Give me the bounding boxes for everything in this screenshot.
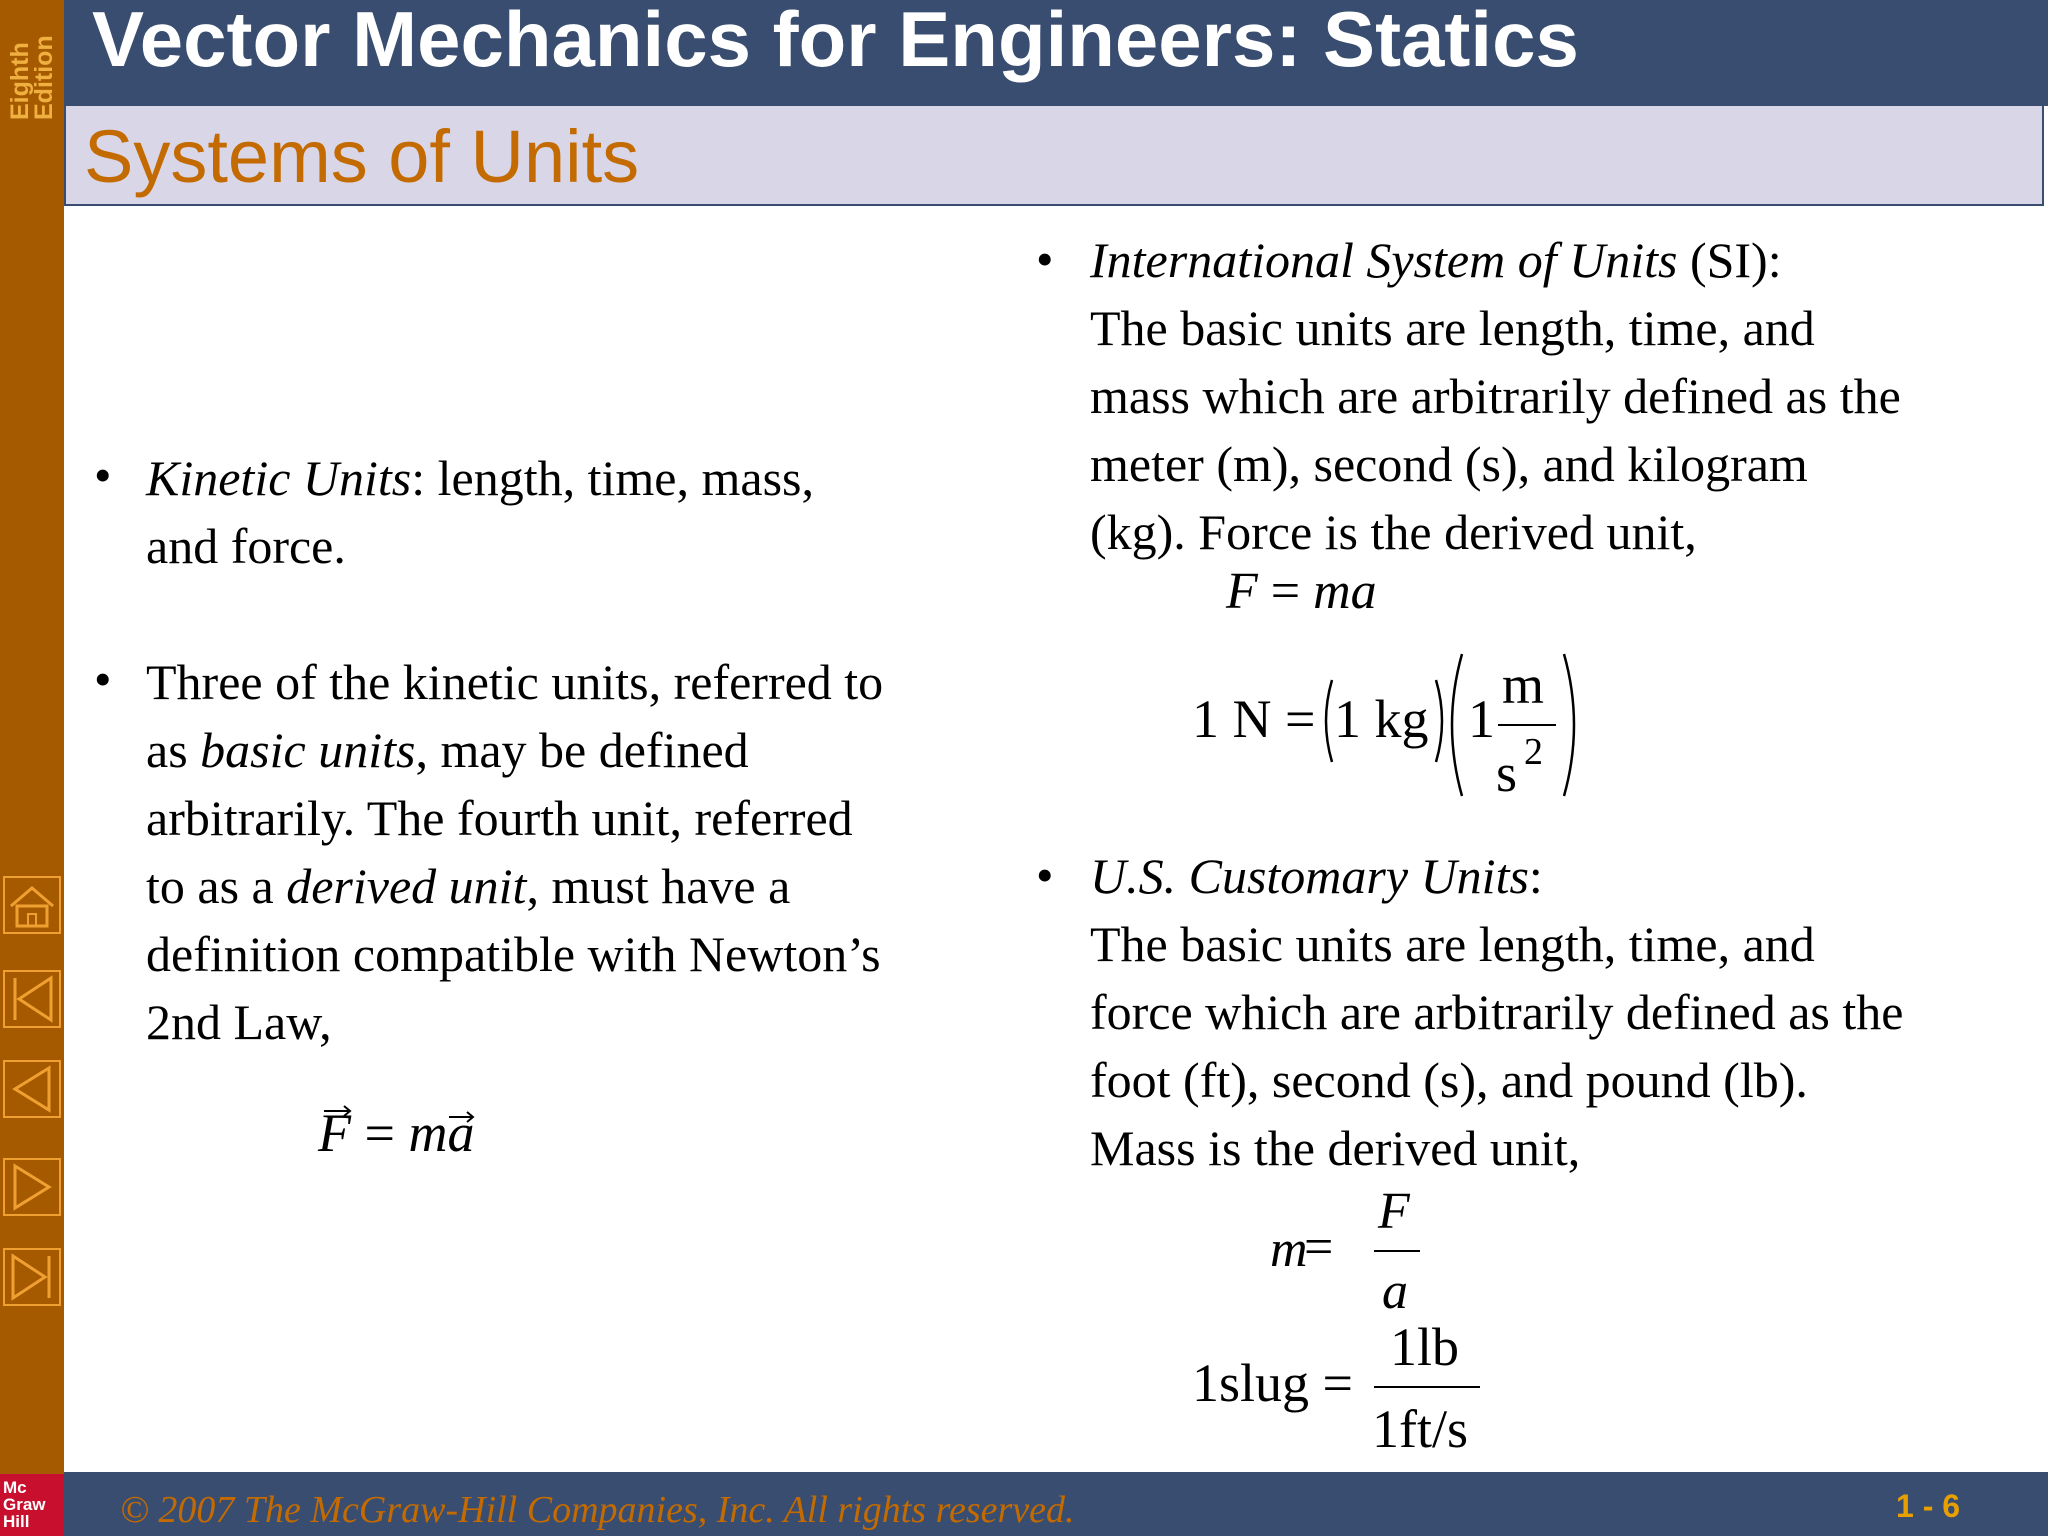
foot-per-second-denominator: 1ft/s — [1372, 1399, 1469, 1459]
kinetic-units-text: : length, time, mass, — [411, 450, 814, 506]
acceleration-denominator: a — [1382, 1263, 1408, 1320]
logo-line: Mc — [3, 1478, 27, 1497]
logo-line: Graw — [3, 1495, 46, 1514]
first-slide-button[interactable] — [3, 970, 61, 1028]
equals-sign: = — [1257, 563, 1314, 620]
us-heading — [1090, 842, 1543, 910]
us-line2: force which are arbitrarily defined as the — [1090, 984, 1904, 1040]
edition-label — [4, 4, 60, 124]
next-slide-icon — [3, 1158, 61, 1216]
exponent: 2 — [1524, 731, 1543, 773]
bullet-dot: • — [94, 651, 112, 707]
us-term: U.S. Customary Units — [1090, 848, 1529, 904]
force-symbol: F — [1226, 563, 1258, 620]
fraction-bar — [1374, 1386, 1480, 1388]
vector-arrow-icon — [447, 1110, 477, 1124]
open-paren-icon — [1316, 676, 1336, 766]
derived-unit-term: derived unit — [286, 858, 527, 914]
basic-units-line1: Three of the kinetic units, referred to — [146, 654, 884, 710]
text-segment: to as a — [146, 858, 287, 914]
fraction-bar — [1498, 724, 1556, 726]
kinetic-units-term: Kinetic Units — [146, 450, 412, 506]
seconds-denominator: s — [1496, 743, 1518, 803]
basic-units-term: basic units — [200, 722, 416, 778]
big-open-paren-icon — [1440, 650, 1466, 800]
bullet-dot: • — [94, 447, 112, 503]
mass-symbol: m — [1270, 1221, 1308, 1278]
home-icon — [3, 876, 61, 934]
equals-sign: = — [1304, 1219, 1334, 1276]
si-line4: (kg). Force is the derived unit, — [1090, 504, 1697, 560]
fraction-bar — [1374, 1250, 1420, 1252]
basic-units-line6: 2nd Law, — [146, 994, 332, 1050]
text-segment: as — [146, 722, 201, 778]
edition-line1: Eighth — [6, 42, 34, 120]
newton-equation — [318, 1102, 474, 1164]
us-line3: foot (ft), second (s), and pound (lb). — [1090, 1052, 1808, 1108]
force-numerator: F — [1378, 1183, 1410, 1240]
basic-units-line3: arbitrarily. The fourth unit, referred — [146, 790, 853, 846]
edition-line2: Edition — [30, 35, 58, 120]
equals-sign: = — [351, 1103, 409, 1163]
kinetic-units-line1 — [146, 444, 814, 512]
us-line4: Mass is the derived unit, — [1090, 1120, 1581, 1176]
bullet-dot: • — [1036, 847, 1054, 903]
left-sidebar — [0, 0, 64, 1536]
text-segment: : — [1528, 848, 1543, 904]
last-slide-icon — [3, 1248, 61, 1306]
newton-lhs: 1 N = — [1192, 689, 1316, 749]
basic-units-line5: definition compatible with Newton’s — [146, 926, 881, 982]
vector-arrow-icon — [320, 1104, 354, 1118]
text-segment: , may be defined — [415, 722, 749, 778]
last-slide-button[interactable] — [3, 1248, 61, 1306]
mass-acceleration-symbol: ma — [1313, 563, 1377, 620]
first-slide-icon — [3, 970, 61, 1028]
previous-slide-icon — [3, 1060, 61, 1118]
mcgraw-hill-logo — [0, 1474, 64, 1536]
kilogram-term: 1 kg — [1334, 689, 1429, 749]
kinetic-units-line2: and force. — [146, 518, 346, 574]
big-close-paren-icon — [1560, 650, 1586, 800]
home-button[interactable] — [3, 876, 61, 934]
unit-coefficient: 1 — [1468, 689, 1495, 749]
slug-lhs: 1slug = — [1192, 1353, 1353, 1413]
si-line1: The basic units are length, time, and — [1090, 300, 1815, 356]
force-vector — [318, 1102, 351, 1164]
previous-slide-button[interactable] — [3, 1060, 61, 1118]
text-segment: (SI): — [1677, 232, 1782, 288]
basic-units-line2 — [146, 716, 749, 784]
text-segment: , must have a — [526, 858, 791, 914]
force-symbol: F — [318, 1103, 351, 1163]
acceleration-symbol: a — [447, 1103, 475, 1163]
mass-symbol: m — [408, 1103, 448, 1163]
us-line1: The basic units are length, time, and — [1090, 916, 1815, 972]
bullet-dot: • — [1036, 231, 1054, 287]
meter-numerator: m — [1502, 655, 1545, 715]
force-equation — [1226, 562, 1377, 621]
book-title: Vector Mechanics for Engineers: Statics — [92, 0, 1579, 83]
si-line3: meter (m), second (s), and kilogram — [1090, 436, 1808, 492]
next-slide-button[interactable] — [3, 1158, 61, 1216]
pound-numerator: 1lb — [1390, 1317, 1460, 1377]
logo-line: Hill — [3, 1512, 30, 1531]
page-number: 1 - 6 — [1896, 1488, 1961, 1524]
copyright-text: © 2007 The McGraw-Hill Companies, Inc. All rights reserved. — [120, 1489, 1075, 1531]
slide-title: Systems of Units — [84, 115, 640, 198]
si-heading — [1090, 226, 1782, 294]
basic-units-line4 — [146, 852, 790, 920]
acceleration-vector — [447, 1102, 474, 1164]
si-term: International System of Units — [1090, 232, 1678, 288]
si-line2: mass which are arbitrarily defined as the — [1090, 368, 1901, 424]
